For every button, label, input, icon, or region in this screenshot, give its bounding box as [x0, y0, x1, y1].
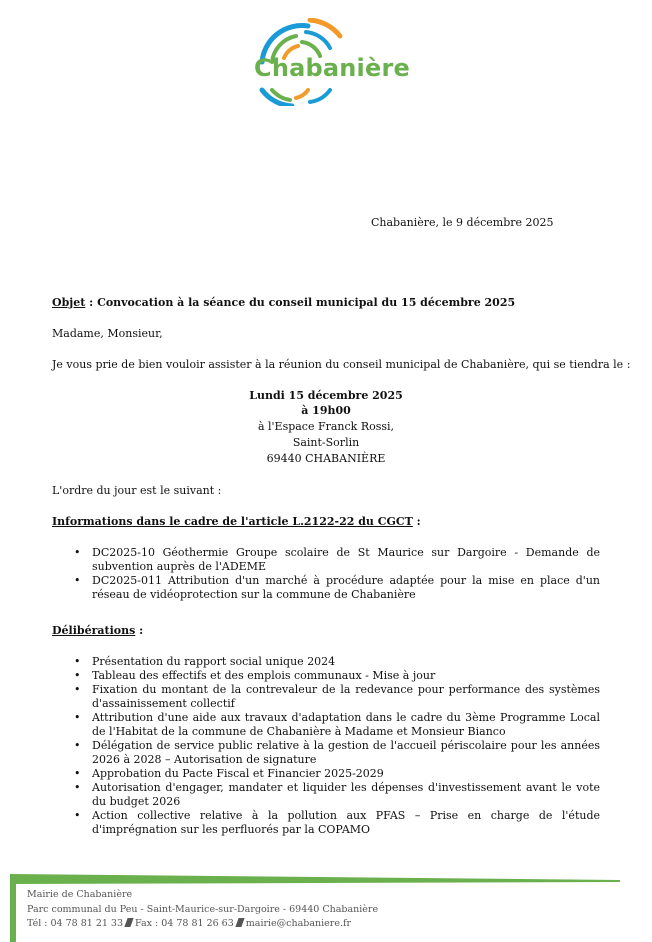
- bullet-icon: •: [74, 683, 81, 696]
- informations-list: [74, 546, 600, 602]
- bullet-icon: •: [74, 781, 81, 794]
- subject-label: Objet: [52, 296, 86, 309]
- date-line: Chabanière, le 9 décembre 2025: [371, 216, 554, 229]
- meeting-place: à l'Espace Franck Rossi,: [257, 420, 395, 433]
- bullet-icon: •: [74, 546, 81, 559]
- meeting-day: Lundi 15 décembre 2025: [249, 389, 403, 402]
- list-item: [74, 546, 600, 574]
- list-item: [74, 669, 600, 683]
- list-item-text: Présentation du rapport social unique 2024: [92, 655, 336, 668]
- meeting-time: à 19h00: [301, 404, 351, 417]
- list-item: [74, 767, 600, 781]
- footer-accent-bar: [10, 874, 620, 884]
- list-item-text: Fixation du montant de la contrevaleur de la redevance pour performance des systèmes d'assainissement collectif: [92, 683, 600, 710]
- bullet-icon: •: [74, 767, 81, 780]
- bullet-icon: •: [74, 655, 81, 668]
- salutation: Madame, Monsieur,: [52, 327, 163, 340]
- intro-text: Je vous prie de bien vouloir assister à la réunion du conseil municipal de Chabanière, qui se tiendra le :: [52, 358, 631, 371]
- subject-line: [52, 296, 515, 310]
- bullet-icon: •: [74, 711, 81, 724]
- list-item-text: Action collective relative à la pollution aux PFAS – Prise en charge de l'étude d'imprégnation sur les perfluorés par la COPAMO: [92, 809, 600, 836]
- logo-wordmark: Chabanière: [254, 54, 410, 82]
- bullet-icon: •: [74, 809, 81, 822]
- footer-contact: [27, 917, 351, 930]
- deliberations-heading-suffix: :: [135, 624, 144, 637]
- bullet-icon: •: [74, 669, 81, 682]
- list-item-text: Délégation de service public relative à la gestion de l'accueil périscolaire pour les années 2026 à 2028 – Autorisation de signature: [92, 739, 600, 766]
- deliberations-list: [74, 655, 600, 837]
- list-item: [74, 711, 600, 739]
- informations-heading-text: Informations dans le cadre de l'article L.2122-22 du CGCT: [52, 515, 413, 528]
- list-item-text: Autorisation d'engager, mandater et liquider les dépenses d'investissement avant le vote du budget 2026: [92, 781, 600, 808]
- deliberations-heading-text: Délibérations: [52, 624, 136, 637]
- list-item: [74, 655, 600, 669]
- informations-heading: [52, 515, 421, 529]
- list-item-text: DC2025-10 Géothermie Groupe scolaire de St Maurice sur Dargoire - Demande de subvention auprès de l'ADEME: [92, 546, 600, 573]
- footer-email[interactable]: mairie@chabaniere.fr: [245, 918, 352, 929]
- footer-org: Mairie de Chabanière: [27, 889, 133, 900]
- informations-heading-suffix: :: [412, 515, 421, 528]
- list-item: [74, 739, 600, 767]
- agenda-intro: L'ordre du jour est le suivant :: [52, 484, 222, 497]
- list-item: [74, 809, 600, 837]
- list-item-text: Attribution d'une aide aux travaux d'adaptation dans le cadre du 3ème Programme Local de l'Habitat de la commune de Chabanière à Madame et Monsieur Bianco: [92, 711, 600, 738]
- footer-accent-side: [10, 880, 16, 942]
- footer-address: Parc communal du Peu - Saint-Maurice-sur-Dargoire - 69440 Chabanière: [27, 904, 379, 915]
- separator-slash-icon: [235, 918, 244, 927]
- list-item-text: DC2025-011 Attribution d'un marché à procédure adaptée pour la mise en place d'un réseau de vidéoprotection sur la commune de Chabanière: [92, 574, 600, 601]
- list-item-text: Approbation du Pacte Fiscal et Financier 2025-2029: [92, 767, 384, 780]
- list-item: [74, 683, 600, 711]
- footer-fax: Fax : 04 78 81 26 63: [135, 918, 234, 929]
- subject-text: Convocation à la séance du conseil municipal du 15 décembre 2025: [97, 296, 516, 309]
- footer-tel: Tél : 04 78 81 21 33: [27, 918, 124, 929]
- list-item: [74, 574, 600, 602]
- meeting-city: 69440 CHABANIÈRE: [266, 452, 386, 465]
- list-item-text: Tableau des effectifs et des emplois communaux - Mise à jour: [92, 669, 436, 682]
- bullet-icon: •: [74, 739, 81, 752]
- meeting-locality: Saint-Sorlin: [292, 436, 360, 449]
- subject-separator: :: [85, 296, 98, 309]
- separator-slash-icon: [124, 918, 133, 927]
- deliberations-heading: [52, 624, 143, 638]
- list-item: [74, 781, 600, 809]
- bullet-icon: •: [74, 574, 81, 587]
